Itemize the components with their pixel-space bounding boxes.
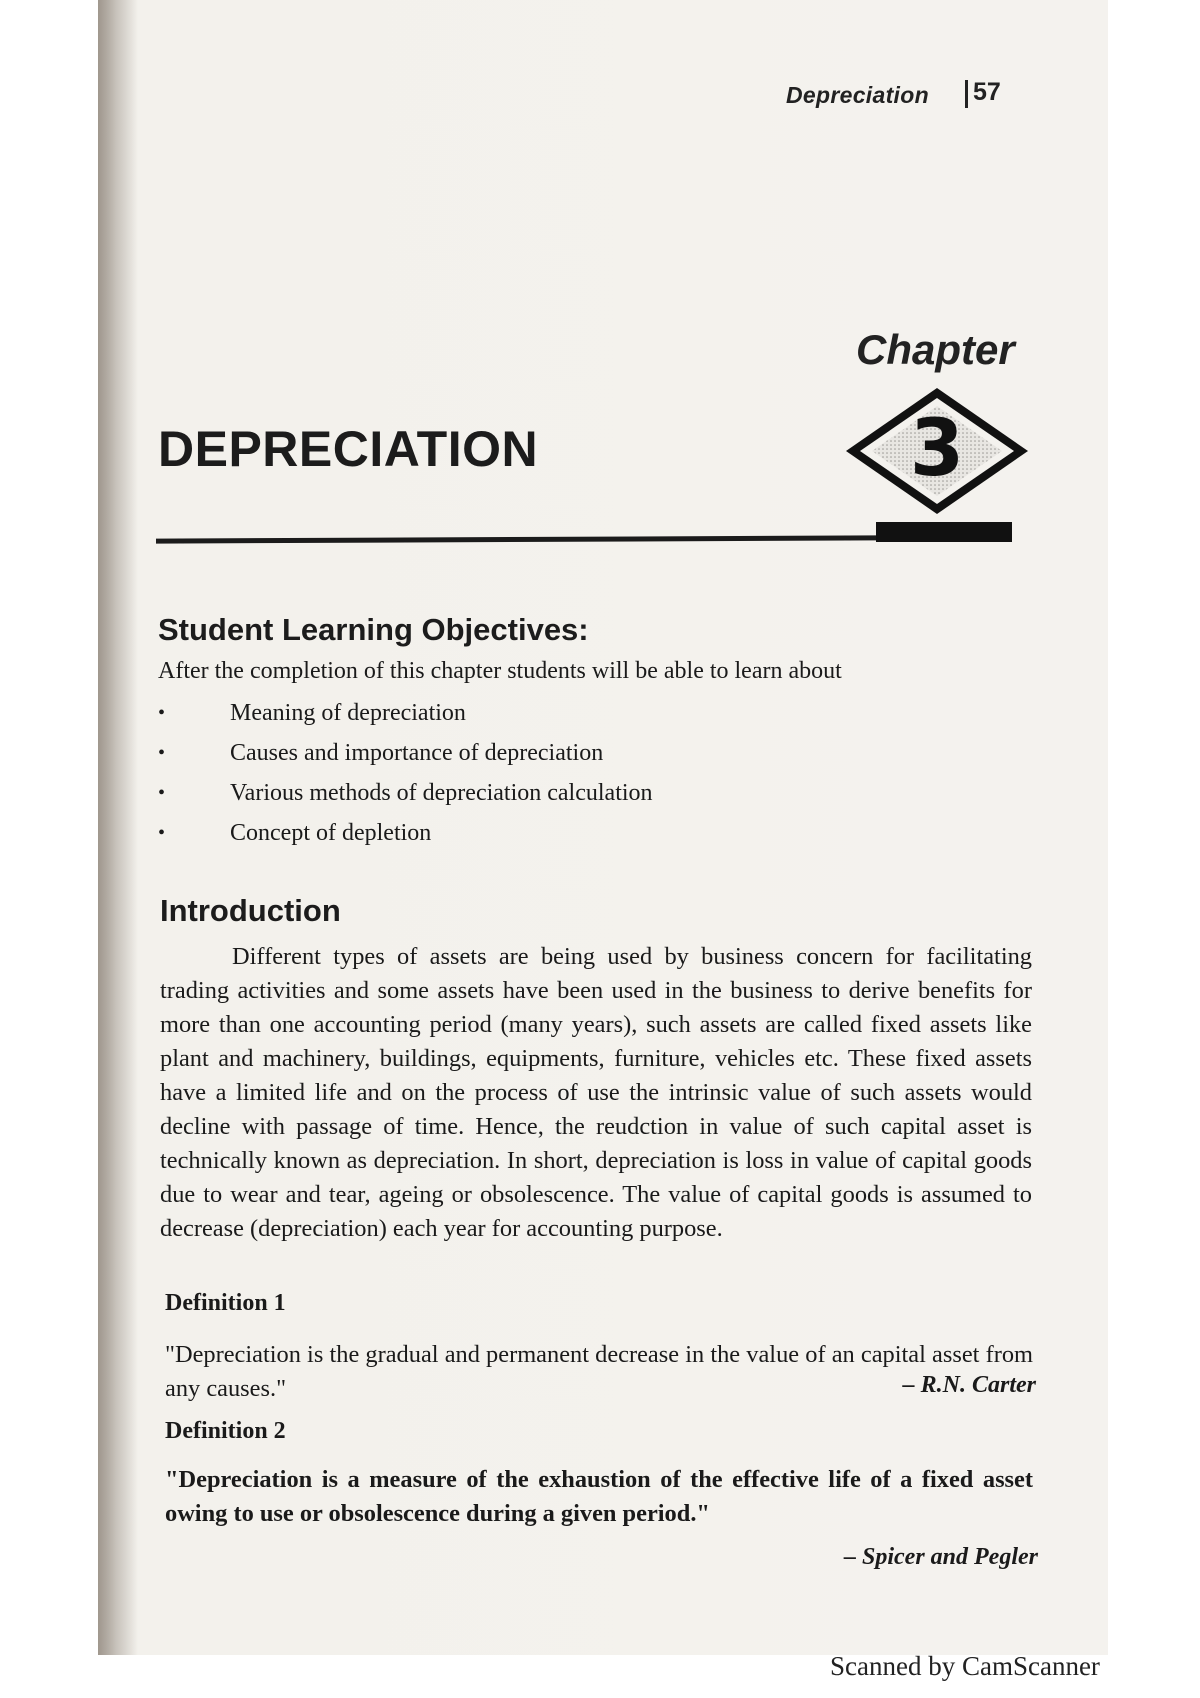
chapter-number: 3 xyxy=(909,404,965,494)
definition-1-quote: "Depreciation is the gradual and permanent decrease in the value of an capital asset from any causes." xyxy=(165,1341,1033,1402)
running-head-title: Depreciation xyxy=(786,82,929,108)
objective-text: Meaning of depreciation xyxy=(230,700,466,726)
running-head xyxy=(760,78,1020,114)
introduction-heading: Introduction xyxy=(160,893,341,928)
chapter-title: DEPRECIATION xyxy=(158,421,539,477)
bullet: • xyxy=(158,822,166,844)
objective-text: Causes and importance of depreciation xyxy=(230,740,604,766)
objectives-heading: Student Learning Objectives: xyxy=(158,612,589,647)
page-number: 57 xyxy=(973,78,1001,106)
title-rule-block xyxy=(876,522,1012,542)
bullet: • xyxy=(158,782,166,804)
introduction-paragraph: Different types of assets are being used by business concern for facilitating trading activities and some assets have been used in the business to derive benefits for more than one accounting period (many years), such assets are called fixed assets like plant and machinery, buildings, equipments, furniture, vehicles etc. These fixed assets have a limited life and on the process of use the intrinsic value of such assets would decline with passage of time. Hence, the reudction in value of such capital asset is technically known as depreciation. In short, depreciation is loss in value of capital goods due to wear and tear, ageing or obsolescence. The value of capital goods is assumed to decrease (depreciation) each year for accounting purpose. xyxy=(160,943,1032,1242)
chapter-label: Chapter xyxy=(856,326,1015,373)
scanner-watermark: Scanned by CamScanner xyxy=(830,1651,1100,1681)
definition-2-quote: "Depreciation is a measure of the exhaustion of the effective life of a fixed asset owing to use or obsolescence during a given period." xyxy=(165,1466,1033,1527)
objective-text: Various methods of depreciation calculation xyxy=(230,780,653,806)
bullet: • xyxy=(158,702,166,724)
definition-1-heading: Definition 1 xyxy=(165,1290,286,1316)
book-spine-shadow xyxy=(98,0,138,1655)
objective-text: Concept of depletion xyxy=(230,820,432,846)
bullet: • xyxy=(158,742,166,764)
definition-1-attribution: – R.N. Carter xyxy=(902,1372,1036,1398)
running-head-divider xyxy=(965,80,968,108)
definition-2-attribution: – Spicer and Pegler xyxy=(844,1544,1038,1570)
objectives-intro: After the completion of this chapter students will be able to learn about xyxy=(158,658,842,684)
definition-2-heading: Definition 2 xyxy=(165,1418,286,1444)
